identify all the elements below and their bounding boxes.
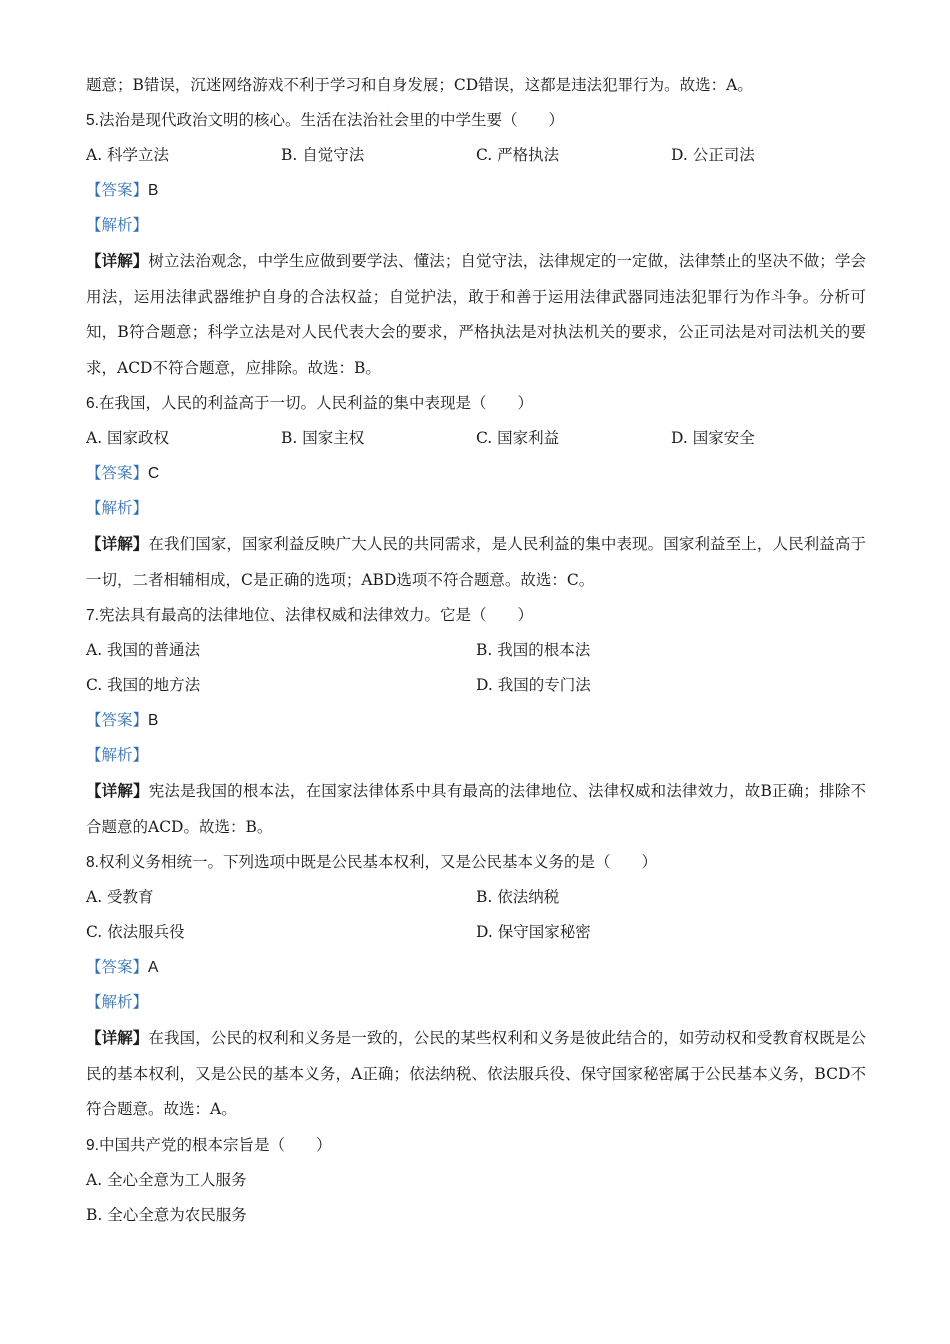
answer-label: 【答案】 xyxy=(86,181,149,199)
options-row xyxy=(86,668,866,703)
question-stem xyxy=(86,845,866,880)
option-b: B. 我国的根本法 xyxy=(476,641,591,659)
question-text: 宪法具有最高的法律地位、法律权威和法律效力。它是（ ） xyxy=(98,606,533,624)
option-b: B. 国家主权 xyxy=(281,429,365,447)
question-number: 9. xyxy=(86,1136,99,1154)
option-a: A. 科学立法 xyxy=(86,146,170,164)
detail-text: 在我国，公民的权利和义务是一致的，公民的某些权利和义务是彼此结合的，如劳动权和受教育权既是公民的基本权利，又是公民的基本义务，A正确；依法纳税、依法服兵役、保守国家秘密属于公民基本义务，BCD不符合题意。故选：A。 xyxy=(86,1029,866,1118)
answer-label: 【答案】 xyxy=(86,711,149,729)
answer-value: A xyxy=(148,959,159,976)
question-number: 8. xyxy=(86,854,99,871)
question-stem xyxy=(86,598,866,633)
analysis-label: 【解析】 xyxy=(86,499,149,517)
option-a: A. 受教育 xyxy=(86,888,154,906)
document-page xyxy=(86,68,866,1233)
options-row xyxy=(86,915,866,950)
question-8 xyxy=(86,845,866,1128)
answer-label: 【答案】 xyxy=(86,464,149,482)
question-7 xyxy=(86,598,866,845)
detail-label: 【详解】 xyxy=(86,1028,149,1047)
option-b: B. 全心全意为农民服务 xyxy=(86,1205,247,1224)
option-d: D. 国家安全 xyxy=(671,429,755,447)
detail-label: 【详解】 xyxy=(86,781,149,800)
answer-value: B xyxy=(148,712,159,729)
answer-label: 【答案】 xyxy=(86,958,149,976)
question-stem xyxy=(86,103,866,138)
options-row xyxy=(86,633,866,668)
question-text: 权利义务相统一。下列选项中既是公民基本权利，又是公民基本义务的是（ ） xyxy=(98,853,657,871)
option-b: B. 自觉守法 xyxy=(281,146,365,164)
question-number: 6. xyxy=(86,395,99,412)
options-row xyxy=(86,138,866,173)
question-number: 5. xyxy=(86,112,99,129)
answer-line xyxy=(86,173,866,208)
answer-value: B xyxy=(148,182,159,199)
answer-line xyxy=(86,950,866,985)
detail-label: 【详解】 xyxy=(86,534,149,553)
option-c: C. 依法服兵役 xyxy=(86,923,185,941)
detail-paragraph xyxy=(86,773,866,845)
option-a: A. 我国的普通法 xyxy=(86,641,201,659)
question-9 xyxy=(86,1128,866,1233)
options-row xyxy=(86,421,866,456)
answer-value: C xyxy=(148,465,160,482)
question-text: 法治是现代政治文明的核心。生活在法治社会里的中学生要（ ） xyxy=(98,111,564,129)
analysis-label: 【解析】 xyxy=(86,216,149,234)
detail-paragraph xyxy=(86,526,866,598)
option-c: C. 严格执法 xyxy=(476,146,560,164)
detail-text: 在我们国家，国家利益反映广大人民的共同需求，是人民利益的集中表现。国家利益至上，人民利益高于一切，二者相辅相成，C是正确的选项；ABD选项不符合题意。故选：C。 xyxy=(86,535,866,589)
question-6 xyxy=(86,386,866,598)
analysis-label: 【解析】 xyxy=(86,746,149,764)
question-number: 7. xyxy=(86,607,99,624)
answer-line xyxy=(86,456,866,491)
question-text: 在我国，人民的利益高于一切。人民利益的集中表现是（ ） xyxy=(98,394,533,412)
continuation-text: 题意；B错误，沉迷网络游戏不利于学习和自身发展；CD错误，这都是违法犯罪行为。故选：A。 xyxy=(86,76,753,94)
question-text: 中国共产党的根本宗旨是（ ） xyxy=(98,1135,332,1154)
option-d: D. 我国的专门法 xyxy=(476,676,591,694)
answer-line xyxy=(86,703,866,738)
option-a: A. 全心全意为工人服务 xyxy=(86,1170,247,1189)
option-b: B. 依法纳税 xyxy=(476,888,560,906)
option-d: D. 公正司法 xyxy=(671,146,755,164)
detail-paragraph xyxy=(86,1020,866,1128)
question-stem xyxy=(86,386,866,421)
analysis-label: 【解析】 xyxy=(86,993,149,1011)
options-row xyxy=(86,880,866,915)
question-stem xyxy=(86,1128,866,1163)
question-5 xyxy=(86,103,866,386)
detail-paragraph xyxy=(86,243,866,386)
detail-label: 【详解】 xyxy=(86,251,149,270)
detail-text: 树立法治观念，中学生应做到要学法、懂法；自觉守法，法律规定的一定做，法律禁止的坚决不做；学会用法，运用法律武器维护自身的合法权益；自觉护法，敢于和善于运用法律武器同违法犯罪行为作斗争。分析可知，B符合题意；科学立法是对人民代表大会的要求，严格执法是对执法机关的要求，公正司法是对司法机关的要求，ACD不符合题意，应排除。故选：B。 xyxy=(86,252,866,377)
option-c: C. 我国的地方法 xyxy=(86,676,201,694)
option-d: D. 保守国家秘密 xyxy=(476,923,591,941)
option-c: C. 国家利益 xyxy=(476,429,560,447)
option-a: A. 国家政权 xyxy=(86,429,170,447)
detail-text: 宪法是我国的根本法，在国家法律体系中具有最高的法律地位、法律权威和法律效力，故B正确；排除不合题意的ACD。故选：B。 xyxy=(86,782,866,836)
